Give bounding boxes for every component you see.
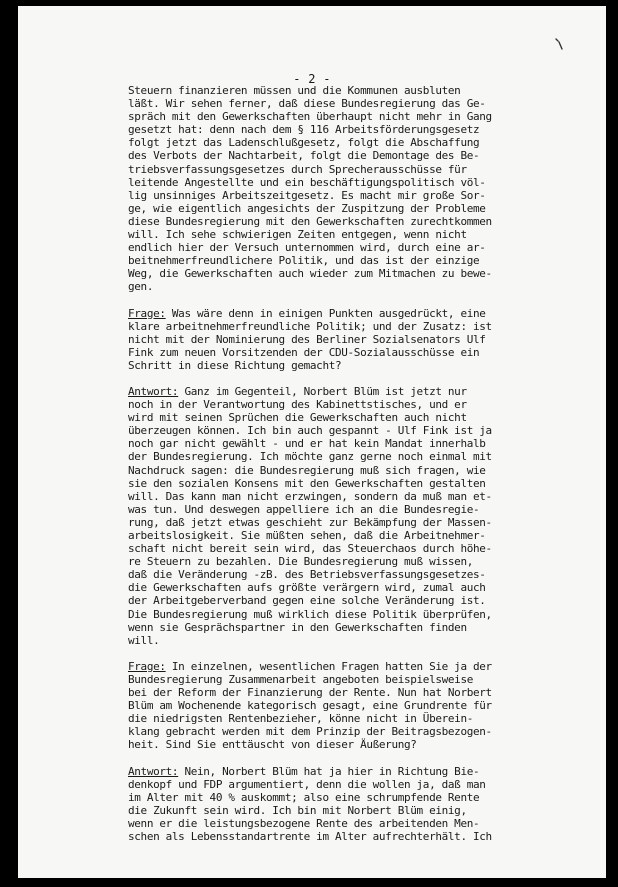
text-line (128, 516, 548, 529)
text-line (128, 725, 548, 738)
line-text: heit. Sind Sie enttäuscht von dieser Äußerung? (128, 738, 417, 752)
line-text: ge, wie eigentlich angesichts der Zuspitzung der Probleme (128, 201, 486, 215)
text-line (128, 320, 548, 333)
text-line (128, 163, 548, 176)
text-line (128, 97, 548, 110)
line-text: bei der Reform der Finanzierung der Rente. Nun hat Norbert (128, 686, 492, 700)
text-line (128, 673, 548, 686)
text-line (128, 123, 548, 136)
text-line (128, 503, 548, 516)
text-line (128, 307, 548, 320)
text-line (128, 699, 548, 712)
text-line (128, 385, 548, 398)
text-line (128, 568, 548, 581)
line-text: triebsverfassungsgesetzes durch Sprecherausschüsse für (128, 162, 467, 176)
line-text: beitnehmerfreundlichere Politik, und das ist der einzige (128, 254, 480, 268)
text-line (128, 477, 548, 490)
text-line (128, 280, 548, 293)
text-line (128, 228, 548, 241)
text-line (128, 333, 548, 346)
text-line (128, 817, 548, 830)
text-line (128, 621, 548, 634)
line-text: schaft nicht bereit sein wird, das Steuerchaos durch höhe- (128, 542, 492, 556)
line-text: die Gewerkschaften aufs größte verärgern wird, zumal auch (128, 581, 486, 595)
question-paragraph (128, 660, 548, 752)
text-line (128, 581, 548, 594)
line-text: Die Bundesregierung muß wirklich diese Politik überprüfen, (128, 607, 492, 621)
text-line (128, 490, 548, 503)
line-text: gesetzt hat: denn nach dem § 116 Arbeitsförderungsgesetz (128, 123, 480, 137)
text-line (128, 267, 548, 280)
line-text: die niedrigsten Rentenbezieher, könne nicht in Überein- (128, 712, 473, 726)
text-line (128, 529, 548, 542)
line-text: denkopf und FDP argumentiert, denn die wollen ja, daß man (128, 777, 486, 791)
line-text: sie den sozialen Konsens mit den Gewerkschaften gestalten (128, 476, 486, 490)
text-line (128, 738, 548, 751)
line-text: Blüm am Wochenende kategorisch gesagt, eine Grundrente für (128, 699, 492, 713)
line-text: wird mit seinen Sprüchen die Gewerkschaften auch nicht (128, 411, 467, 425)
line-text: spräch mit den Gewerkschaften überhaupt nicht mehr in Gang (128, 110, 492, 124)
line-text: Nachdruck sagen: die Bundesregierung muß sich fragen, wie (128, 463, 486, 477)
line-text: Schritt in diese Richtung gemacht? (128, 358, 342, 372)
line-text: lig unsinniges Arbeitszeitgesetz. Es macht mir große Sor- (128, 188, 486, 202)
text-line (128, 660, 548, 673)
text-line (128, 555, 548, 568)
text-line (128, 346, 548, 359)
line-text: Was wäre denn in einigen Punkten ausgedrückt, eine (165, 306, 486, 320)
page-number: - 2 - (293, 72, 331, 86)
text-line (128, 359, 548, 372)
line-text: die Zukunft sein wird. Ich bin mit Norbert Blüm einig, (128, 803, 467, 817)
text-line (128, 686, 548, 699)
answer-paragraph (128, 385, 548, 647)
line-text: wenn er die leistungsbezogene Rente des arbeitenden Men- (128, 816, 480, 830)
text-line (128, 215, 548, 228)
text-line (128, 411, 548, 424)
line-text: noch gar nicht gewählt - und er hat kein Mandat innerhalb (128, 437, 486, 451)
speaker-label: Antwort: (128, 384, 179, 398)
text-line (128, 241, 548, 254)
line-text: Weg, die Gewerkschaften auch wieder zum Mitmachen zu bewe- (128, 267, 492, 281)
text-line (128, 437, 548, 450)
line-text: endlich hier der Versuch unternommen wird, durch eine ar- (128, 241, 486, 255)
line-text: klare arbeitnehmerfreundliche Politik; und der Zusatz: ist (128, 319, 492, 333)
line-text: leitende Angestellte und ein beschäftigungspolitisch völ- (128, 175, 486, 189)
text-line (128, 594, 548, 607)
text-line (128, 464, 548, 477)
speaker-label: Frage: (128, 306, 166, 320)
line-text: will. (128, 633, 160, 647)
text-line (128, 424, 548, 437)
document-body (128, 84, 548, 856)
text-line (128, 84, 548, 97)
line-text: des Verbots der Nachtarbeit, folgt die Demontage des Be- (128, 149, 480, 163)
line-text: klang gebracht werden mit dem Prinzip der Beitragsbezogen- (128, 725, 492, 739)
line-text: schen als Lebensstandartrente im Alter aufrechterhält. Ich (128, 829, 492, 843)
text-line (128, 176, 548, 189)
speaker-label: Antwort: (128, 764, 179, 778)
line-text: Ganz im Gegenteil, Norbert Blüm ist jetzt nur (178, 384, 467, 398)
line-text: überzeugen können. Ich bin auch gespannt - Ulf Fink ist ja (128, 424, 492, 438)
line-text: Steuern finanzieren müssen und die Kommunen ausbluten (128, 84, 461, 97)
text-line (128, 608, 548, 621)
line-text: noch in der Verantwortung des Kabinettstisches, und er (128, 398, 467, 412)
text-line (128, 110, 548, 123)
line-text: nicht mit der Nominierung des Berliner Sozialsenators Ulf (128, 332, 486, 346)
line-text: arbeitslosigkeit. Sie müßten sehen, daß die Arbeitnehmer- (128, 529, 486, 542)
text-line (128, 202, 548, 215)
document-page (18, 6, 606, 878)
line-text: daß die Veränderung -zB. des Betriebsverfassungsgesetzes- (128, 568, 486, 582)
line-text: rung, daß jetzt etwas geschieht zur Bekämpfung der Massen- (128, 515, 492, 529)
text-line (128, 149, 548, 162)
text-line (128, 791, 548, 804)
line-text: will. Das kann man nicht erzwingen, sondern da muß man et- (128, 489, 492, 503)
line-text: folgt jetzt das Ladenschlußgesetz, folgt die Abschaffung (128, 136, 480, 150)
line-text: Nein, Norbert Blüm hat ja hier in Richtung Bie- (178, 764, 480, 778)
text-line (128, 398, 548, 411)
question-paragraph (128, 307, 548, 372)
line-text: diese Bundesregierung mit den Gewerkschaften zurechtkommen (128, 214, 492, 228)
line-text: der Arbeitgeberverband gegen eine solche Veränderung ist. (128, 594, 486, 608)
text-line (128, 634, 548, 647)
text-line (128, 778, 548, 791)
line-text: der Bundesregierung. Ich möchte ganz gerne noch einmal mit (128, 450, 492, 464)
text-line (128, 254, 548, 267)
text-line (128, 804, 548, 817)
text-line (128, 136, 548, 149)
text-line (128, 712, 548, 725)
line-text: re Steuern zu bezahlen. Die Bundesregierung muß wissen, (128, 555, 473, 569)
corner-mark-icon (554, 38, 564, 50)
line-text: was tun. Und deswegen appelliere ich an die Bundesregie- (128, 502, 480, 516)
line-text: Fink zum neuen Vorsitzenden der CDU-Sozialausschüsse ein (128, 345, 480, 359)
line-text: gen. (128, 280, 154, 294)
line-text: In einzelnen, wesentlichen Fragen hatten Sie ja der (165, 659, 492, 673)
line-text: im Alter mit 40 % auskommt; also eine schrumpfende Rente (128, 790, 480, 804)
answer-paragraph (128, 765, 548, 844)
text-line (128, 542, 548, 555)
line-text: wenn sie Gesprächspartner in den Gewerkschaften finden (128, 620, 467, 634)
speaker-label: Frage: (128, 659, 166, 673)
text-line (128, 830, 548, 843)
line-text: will. Ich sehe schwierigen Zeiten entgegen, wenn nicht (128, 228, 467, 242)
line-text: Bundesregierung Zusammenarbeit angeboten beispielsweise (128, 672, 473, 686)
text-line (128, 765, 548, 778)
line-text: läßt. Wir sehen ferner, daß diese Bundesregierung das Ge- (128, 97, 486, 111)
text-paragraph (128, 84, 548, 294)
text-line (128, 189, 548, 202)
text-line (128, 450, 548, 463)
